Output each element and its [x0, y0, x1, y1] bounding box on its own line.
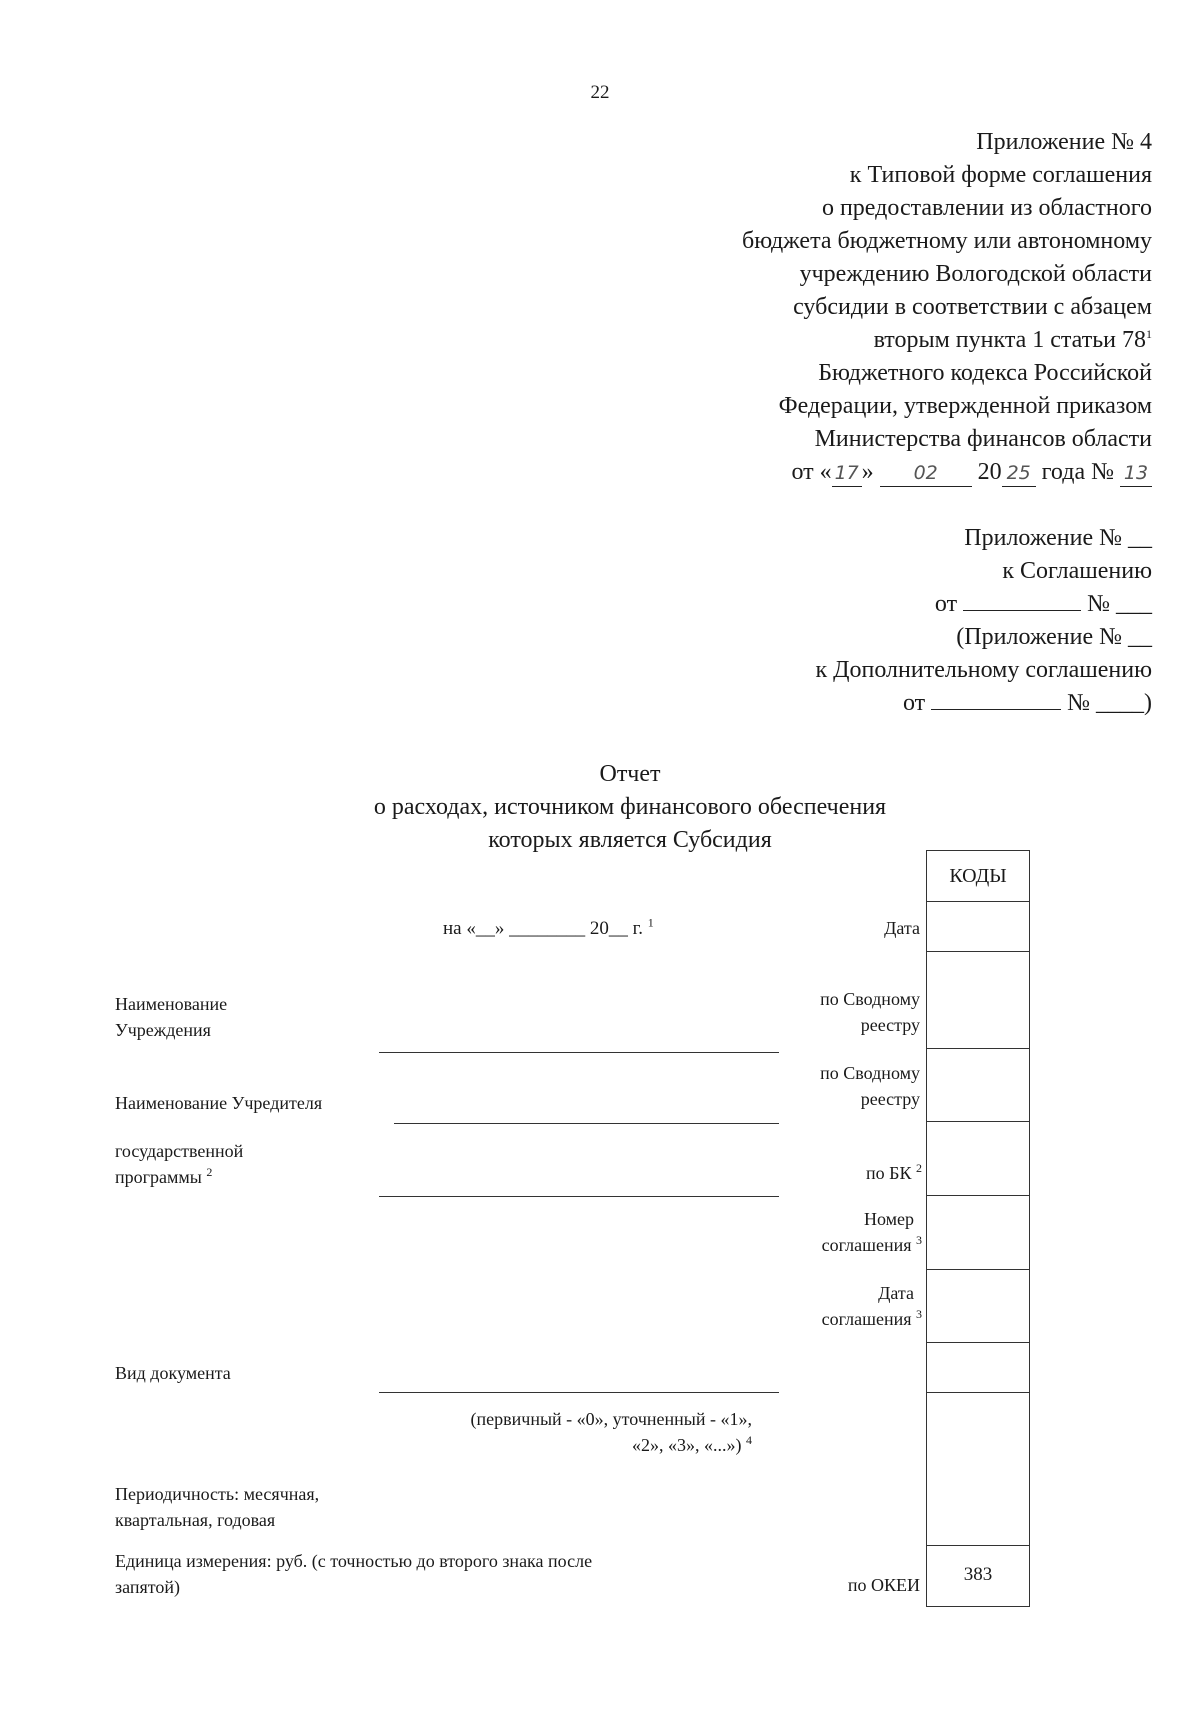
- label-line: Дата: [878, 1283, 914, 1303]
- founder-label: Наименование Учредителя: [115, 1093, 323, 1113]
- from-label: от: [902, 690, 926, 716]
- codes-table: [926, 850, 1030, 1607]
- label-superscript: 3: [916, 1233, 922, 1247]
- appendix-line: Приложение № 4: [976, 129, 1152, 155]
- note-superscript: 4: [746, 1433, 752, 1447]
- agreement-block: [815, 522, 1152, 720]
- label-line: по Сводному: [820, 1063, 920, 1083]
- order-date-line: [742, 456, 1152, 489]
- code-cell-date: [927, 901, 1029, 952]
- label-line: [115, 1164, 243, 1190]
- label-line: [822, 1232, 922, 1258]
- label-superscript: 2: [916, 1161, 922, 1175]
- report-title-line: о расходах, источником финансового обеспечения: [373, 794, 887, 820]
- appendix-header: [742, 126, 1152, 489]
- label-line: реестру: [860, 1015, 920, 1035]
- report-date-superscript: 1: [647, 915, 654, 930]
- institution-label: [115, 991, 227, 1043]
- registry-code-label: [820, 986, 920, 1038]
- number-label: № ___: [1087, 591, 1152, 617]
- report-title-line: Отчет: [599, 761, 661, 787]
- doc-type-label: Вид документа: [115, 1363, 231, 1383]
- report-date-line: [443, 915, 654, 940]
- program-underline: [379, 1196, 779, 1197]
- okei-code-label: по ОКЕИ: [847, 1575, 920, 1595]
- note-line: [407, 1432, 752, 1458]
- program-label: [115, 1138, 243, 1190]
- institution-underline: [379, 1052, 779, 1053]
- supplementary-appendix-line: (Приложение № __: [956, 624, 1152, 650]
- label-line: Периодичность: месячная,: [115, 1484, 320, 1504]
- handwritten-order-number: 13: [1120, 460, 1152, 487]
- label-line: реестру: [860, 1089, 920, 1109]
- label-line: [822, 1306, 922, 1332]
- founder-underline: [394, 1123, 779, 1124]
- label-line: Наименование: [115, 994, 228, 1014]
- page-number: 22: [590, 82, 610, 103]
- appendix-line: учреждению Вологодской области: [799, 261, 1152, 287]
- registry-code-label: [820, 1060, 920, 1112]
- report-title: [0, 758, 1200, 857]
- code-cell-okei: 383: [963, 1564, 993, 1585]
- date-suffix: года №: [1041, 459, 1114, 485]
- label-line: Единица измерения: руб. (с точностью до второго знака после: [115, 1551, 593, 1571]
- doc-type-underline: [379, 1392, 779, 1393]
- supplementary-to-line: к Дополнительному соглашению: [815, 657, 1152, 683]
- supplementary-from-line: [815, 687, 1152, 720]
- periodicity-label: [115, 1481, 319, 1533]
- label-superscript: 2: [206, 1165, 213, 1179]
- agreement-date-label: [822, 1280, 922, 1332]
- date-mid: »: [861, 459, 874, 485]
- handwritten-year: 25: [1002, 460, 1036, 487]
- handwritten-month: 02: [880, 460, 972, 487]
- appendix-line: к Типовой форме соглашения: [849, 162, 1152, 188]
- code-cell-agreement-date: [927, 1269, 1029, 1343]
- doc-type-note: [407, 1406, 752, 1458]
- label-line: Номер: [863, 1209, 914, 1229]
- from-label: от: [934, 591, 958, 617]
- code-cell-doc-type: [927, 1342, 1029, 1393]
- handwritten-day: 17: [832, 460, 862, 487]
- date-code-label: Дата: [884, 918, 920, 938]
- appendix-line: субсидии в соответствии с абзацем: [793, 294, 1152, 320]
- agreement-to-line: к Соглашению: [1002, 558, 1152, 584]
- bk-code-label: [866, 1160, 922, 1186]
- article-superscript: 1: [1146, 327, 1152, 341]
- date-prefix: от «: [791, 459, 832, 485]
- appendix-line: Министерства финансов области: [814, 426, 1152, 452]
- report-title-line: которых является Субсидия: [488, 827, 772, 853]
- code-cell-agreement-number: [927, 1195, 1029, 1270]
- label-line: квартальная, годовая: [115, 1510, 276, 1530]
- date-blank: [963, 590, 1081, 611]
- code-cell-bk: [927, 1121, 1029, 1196]
- label-text: соглашения: [821, 1309, 912, 1329]
- note-line: (первичный - «0», уточненный - «1»,: [470, 1409, 752, 1429]
- agreement-number-label: [822, 1206, 922, 1258]
- appendix-line: о предоставлении из областного: [821, 195, 1152, 221]
- code-cell-registry: [927, 1048, 1029, 1122]
- note-text: «2», «3», «...»): [632, 1435, 742, 1455]
- label-text: программы: [115, 1167, 202, 1187]
- label-text: соглашения: [821, 1235, 912, 1255]
- code-cell-registry: [927, 951, 1029, 1049]
- label-superscript: 3: [916, 1307, 922, 1321]
- appendix-line: Бюджетного кодекса Российской: [818, 360, 1152, 386]
- report-date-text: на «__» ________ 20__ г.: [443, 918, 644, 939]
- label-line: по Сводному: [820, 989, 920, 1009]
- appendix-line-article: [742, 324, 1152, 357]
- label-line: государственной: [115, 1141, 244, 1161]
- year-prefix: 20: [977, 459, 1002, 485]
- agreement-appendix-line: Приложение № __: [964, 525, 1152, 551]
- unit-label: [115, 1548, 592, 1600]
- appendix-line: Федерации, утвержденной приказом: [778, 393, 1152, 419]
- article-text: вторым пункта 1 статьи 78: [873, 327, 1146, 353]
- code-cell-periodicity: [927, 1392, 1029, 1546]
- appendix-line: бюджета бюджетному или автономному: [742, 228, 1152, 254]
- date-blank: [931, 689, 1061, 710]
- codes-header: КОДЫ: [927, 851, 1029, 902]
- label-line: запятой): [115, 1577, 181, 1597]
- number-label: № ____): [1067, 690, 1152, 716]
- agreement-from-line: [815, 588, 1152, 621]
- label-line: Учреждения: [115, 1020, 211, 1040]
- label-text: по БК: [866, 1163, 912, 1183]
